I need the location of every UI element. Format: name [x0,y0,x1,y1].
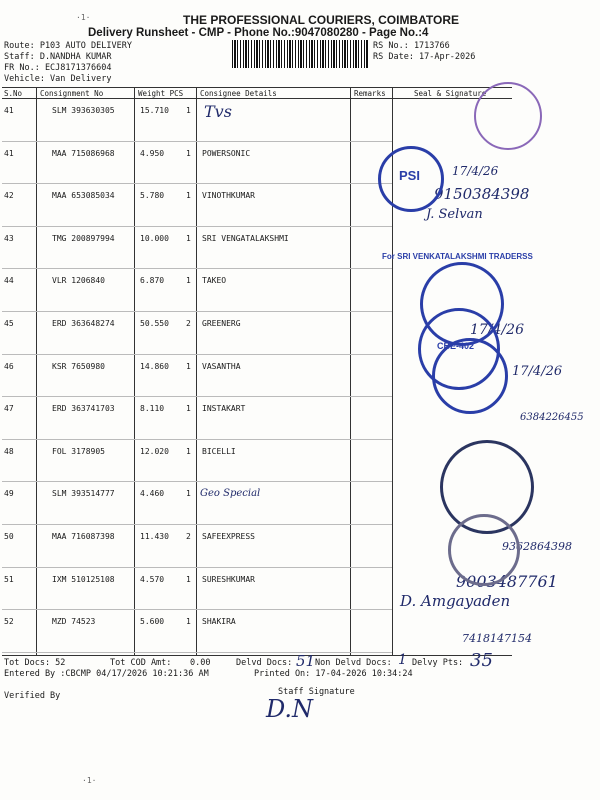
row-divider [2,524,392,525]
col-remarks: Remarks [354,89,386,98]
row-weight: 4.950 [140,148,165,158]
row-sno: 41 [4,106,14,115]
document-subtitle: Delivery Runsheet - CMP - Phone No.:9047080280 - Page No.:4 [88,27,429,39]
row-consignment: MAA 716087398 [52,532,115,541]
row-sno: 47 [4,404,14,414]
col-consignment: Consignment No [40,89,104,98]
handwritten-date-5: 17/4/26 [470,322,524,338]
row-consignment: TMG 200897994 [52,233,115,243]
row-consignee: VINOTHKUMAR [202,191,255,201]
row-consignment: KSR 7650980 [52,361,105,371]
row-divider [2,609,392,610]
tot-cod-value: 0.00 [190,658,211,668]
row-consignment: FOL 3178905 [52,446,105,456]
handwritten-phone-2: 9150384398 [434,185,530,203]
handwritten-geo-special: Geo Special [200,488,261,499]
row-weight: 5.600 [140,617,165,627]
non-delvd-label: Non Delvd Docs: [315,658,392,668]
row-consignee: VASANTHA [202,361,241,371]
stamp-sri-venkatalakshmi: For SRI VENKATALAKSHMI TRADERSS [382,252,533,261]
handwritten-name-2: J. Selvan [426,207,483,222]
row-divider [2,652,392,653]
barcode [232,40,368,68]
row-sno: 42 [4,191,14,201]
delvd-docs-handwritten: 51 [296,652,316,670]
non-delvd-handwritten: 1 [398,652,407,668]
handwritten-phone-7: 6384226455 [520,412,584,423]
stamp-vasantha [432,338,508,414]
staff-signature-handwritten: D.N [266,695,314,723]
row-consignment: MAA 653085034 [52,191,115,201]
entered-by: Entered By :CBCMP 04/17/2026 10:21:36 AM [4,669,209,679]
row-consignee: POWERSONIC [202,148,251,158]
row-divider [2,268,392,269]
stamp-safeexpress [448,514,520,586]
row-consignee: TAKEO [202,276,227,286]
tot-docs: Tot Docs: 52 [4,658,66,668]
delvd-docs-label: Delvd Docs: [236,658,293,668]
col-weight-pcs: Weight PCS [138,89,184,98]
verified-by-label: Verified By [4,691,61,701]
handwritten-date-1: 17/4/26 [452,164,499,178]
row-pcs: 1 [186,233,191,243]
row-divider [2,481,392,482]
handwritten-name-11: D. Amgayaden [400,592,511,610]
row-consignee: SURESHKUMAR [202,574,255,584]
row-consignment: MZD 74523 [52,617,96,627]
row-pcs: 1 [186,191,191,201]
row-weight: 14.860 [140,361,169,371]
row-consignee: GREENERG [202,319,241,328]
handwritten-phone-12: 7418147154 [462,632,532,645]
col-consignee: Consignee Details [200,89,277,98]
stamp-power-sonic [378,146,444,212]
row-pcs: 1 [186,617,191,627]
row-pcs: 1 [186,361,191,371]
row-divider [2,354,392,355]
row-weight: 4.570 [140,574,165,584]
row-consignment: SLM 393630305 [52,106,115,115]
row-consignee: INSTAKART [202,404,246,414]
stamp-cbe-text: CBE-402 [437,341,475,351]
row-sno: 46 [4,361,14,371]
row-sno: 44 [4,276,14,286]
row-pcs: 1 [186,276,191,286]
row-pcs: 1 [186,446,191,456]
row-sno: 41 [4,148,14,158]
row-weight: 8.110 [140,404,165,414]
row-sno: 51 [4,574,14,584]
stamp-row0 [474,82,542,150]
row-pcs: 2 [186,319,191,328]
row-consignment: VLR 1206840 [52,276,105,286]
row-sno: 49 [4,489,14,499]
document-title: THE PROFESSIONAL COURIERS, COIMBATORE [183,13,460,27]
handwritten-phone-11: 9003487761 [456,572,558,591]
handwritten-phone-10: 9362864398 [502,540,572,553]
row-weight: 15.710 [140,106,169,115]
row-consignment: ERD 363648274 [52,319,115,328]
row-weight: 50.550 [140,319,169,328]
tot-cod-label: Tot COD Amt: [110,658,172,668]
row-pcs: 1 [186,106,191,115]
col-seal-signature: Seal & Signature [414,89,487,98]
row-weight: 6.870 [140,276,165,286]
route-info: Route: P103 AUTO DELIVERY [4,41,132,51]
col-sno: S.No [4,89,23,98]
delvy-pts-handwritten: 35 [470,650,493,671]
row-weight: 10.000 [140,233,169,243]
stamp-psi-text: PSI [399,168,420,183]
top-mark: ·1· [76,13,91,22]
row-pcs: 2 [186,532,191,541]
printed-on: Printed On: 17-04-2026 10:34:24 [254,669,413,679]
row-divider [2,439,392,440]
handwritten-date-6: 17/4/26 [512,364,563,379]
row-divider [2,311,392,312]
row-weight: 4.460 [140,489,165,499]
row-consignment: IXM 510125108 [52,574,115,584]
row-divider [2,396,392,397]
row-consignee: BICELLI [202,446,236,456]
row-divider [2,183,392,184]
row-weight: 12.020 [140,446,169,456]
row-consignee: SRI VENGATALAKSHMI [202,233,289,243]
row-sno: 52 [4,617,14,627]
row-consignee: SAFEEXPRESS [202,532,255,541]
delvy-pts-label: Delvy Pts: [412,658,464,668]
row-sno: 45 [4,319,14,328]
row-pcs: 1 [186,404,191,414]
fr-number: FR No.: ECJ8171376604 [4,63,112,73]
handwritten-tvs: Tvs [204,102,232,121]
staff-info: Staff: D.NANDHA KUMAR [4,52,112,62]
row-divider [2,226,392,227]
staff-signature-label: Staff Signature [278,687,355,697]
row-consignment: ERD 363741703 [52,404,115,414]
row-divider [2,567,392,568]
vehicle-info: Vehicle: Van Delivery [4,74,112,84]
rs-date: RS Date: 17-Apr-2026 [373,52,476,62]
bottom-mark: ·1· [82,776,97,785]
row-sno: 48 [4,446,14,456]
rs-number: RS No.: 1713766 [373,41,450,51]
row-pcs: 1 [186,489,191,499]
row-pcs: 1 [186,574,191,584]
row-weight: 11.430 [140,532,169,541]
row-consignment: MAA 715086968 [52,148,115,158]
row-sno: 43 [4,233,14,243]
row-pcs: 1 [186,148,191,158]
row-sno: 50 [4,532,14,541]
row-consignee: SHAKIRA [202,617,236,627]
row-divider [2,141,392,142]
row-weight: 5.780 [140,191,165,201]
row-consignment: SLM 393514777 [52,489,115,499]
